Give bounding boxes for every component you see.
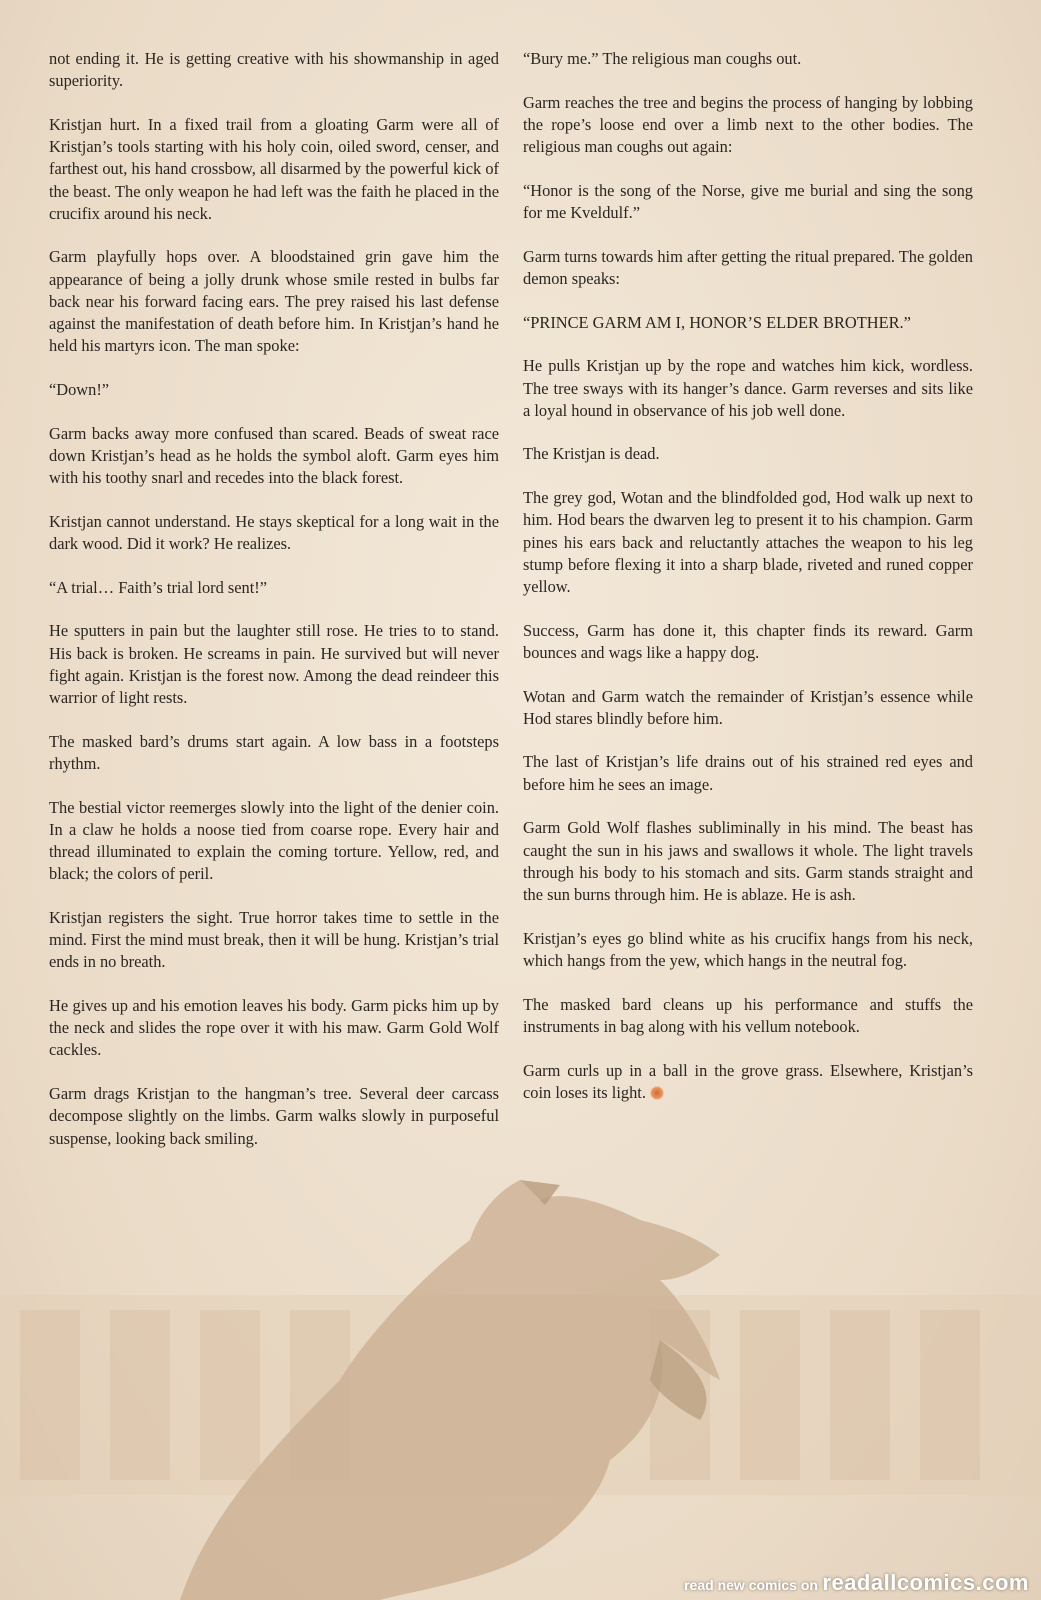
paragraph: Kristjan cannot understand. He stays skeptical for a long wait in the dark wood. Did it work? He realizes. bbox=[49, 511, 499, 553]
paragraph: Success, Garm has done it, this chapter finds its reward. Garm bounces and wags like a happy dog. bbox=[523, 620, 973, 662]
paragraph: He sputters in pain but the laughter still rose. He tries to to stand. His back is broken. He screams in pain. He survived but will never fight again. Kristjan is the forest now. Among the dead reindeer this warrior of light rests. bbox=[49, 621, 499, 707]
paragraph: Garm turns towards him after getting the ritual prepared. The golden demon speaks: bbox=[523, 246, 973, 288]
paragraph: Garm reaches the tree and begins the process of hanging by lobbing the rope’s loose end over a limb next to the other bodies. The religious man coughs out again: bbox=[523, 92, 973, 157]
paragraph: The Kristjan is dead. bbox=[523, 444, 660, 464]
paragraph: not ending it. He is getting creative with his showmanship in aged superiority. bbox=[49, 49, 499, 91]
paragraph: The masked bard cleans up his performance and stuffs the instruments in bag along with his vellum notebook. bbox=[523, 994, 973, 1036]
paragraph: Garm playfully hops over. A bloodstained grin gave him the appearance of being a jolly drunk whose smile rested in bulbs far back near his forward facing ears. The prey raised his last defense against the manifestation of death before him. In Kristjan’s hand he held his martyrs icon. The man spoke: bbox=[49, 247, 499, 356]
dialogue-line: “PRINCE GARM AM I, HONOR’S ELDER BROTHER.” bbox=[523, 312, 911, 332]
final-paragraph-text: Garm curls up in a ball in the grove grass. Elsewhere, Kristjan’s coin loses its light. bbox=[523, 1060, 973, 1102]
paragraph: Garm backs away more confused than scared. Beads of sweat race down Kristjan’s head as he holds the symbol aloft. Garm eyes him with his toothy snarl and recedes into the black forest. bbox=[49, 423, 499, 488]
wolf-illustration-icon bbox=[0, 1180, 1041, 1600]
watermark-prefix: read new comics on bbox=[684, 1577, 818, 1593]
dialogue-line: “Down!” bbox=[49, 379, 110, 399]
right-text-column bbox=[523, 48, 973, 1125]
paragraph: Kristjan registers the sight. True horror takes time to settle in the mind. First the mind must break, then it will be hung. Kristjan’s trial ends in no breath. bbox=[49, 907, 499, 972]
dialogue-line: “Bury me.” The religious man coughs out. bbox=[523, 49, 802, 68]
site-watermark bbox=[684, 1570, 1029, 1596]
paragraph: He gives up and his emotion leaves his body. Garm picks him up by the neck and slides the rope over it with his maw. Garm Gold Wolf cackles. bbox=[49, 996, 499, 1060]
paragraph: The masked bard’s drums start again. A low bass in a footsteps rhythm. bbox=[49, 731, 499, 773]
paragraph: He pulls Kristjan up by the rope and watches him kick, wordless. The tree sways with its hanger’s dance. Garm reverses and sits like a loyal hound in observance of his job well done. bbox=[523, 356, 973, 420]
paragraph: Kristjan’s eyes go blind white as his crucifix hangs from his neck, which hangs from the yew, which hangs in the neutral fog. bbox=[523, 928, 973, 970]
watermark-site: readallcomics.com bbox=[822, 1570, 1029, 1595]
left-text-column bbox=[49, 48, 499, 1171]
paragraph: The grey god, Wotan and the blindfolded god, Hod walk up next to him. Hod bears the dwarven leg to present it to his champion. Garm pines his ears back and reluctantly attaches the weapon to his leg stump before flexing it into a sharp blade, riveted and runed copper yellow. bbox=[523, 488, 973, 596]
dialogue-line: “Honor is the song of the Norse, give me burial and sing the song for me Kveldulf.” bbox=[523, 180, 973, 223]
sun-end-mark-icon bbox=[650, 1086, 664, 1100]
paragraph: Wotan and Garm watch the remainder of Kristjan’s essence while Hod stares blindly before him. bbox=[523, 686, 973, 728]
paragraph: The bestial victor reemerges slowly into the light of the denier coin. In a claw he holds a noose tied from coarse rope. Every hair and thread illuminated to explain the coming torture. Yellow, red, and black; the colors of peril. bbox=[49, 797, 499, 884]
paragraph: The last of Kristjan’s life drains out of his strained red eyes and before him he sees an image. bbox=[523, 752, 973, 794]
final-paragraph bbox=[523, 1060, 973, 1104]
paragraph: Garm drags Kristjan to the hangman’s tree. Several deer carcass decompose slightly on the limbs. Garm walks slowly in purposeful suspense, looking back smiling. bbox=[49, 1084, 499, 1148]
paragraph: Garm Gold Wolf flashes subliminally in his mind. The beast has caught the sun in his jaws and swallows it whole. The light travels through his body to his stomach and sits. Garm stands straight and the sun burns through him. He is ablaze. He is ash. bbox=[523, 818, 973, 904]
dialogue-line: “A trial… Faith’s trial lord sent!” bbox=[49, 577, 268, 597]
paragraph: Kristjan hurt. In a fixed trail from a gloating Garm were all of Kristjan’s tools starting with his holy coin, oiled sword, censer, and farthest out, his hand crossbow, all disarmed by the powerful kick of the beast. The only weapon he had left was the faith he placed in the crucifix around his neck. bbox=[49, 114, 499, 223]
